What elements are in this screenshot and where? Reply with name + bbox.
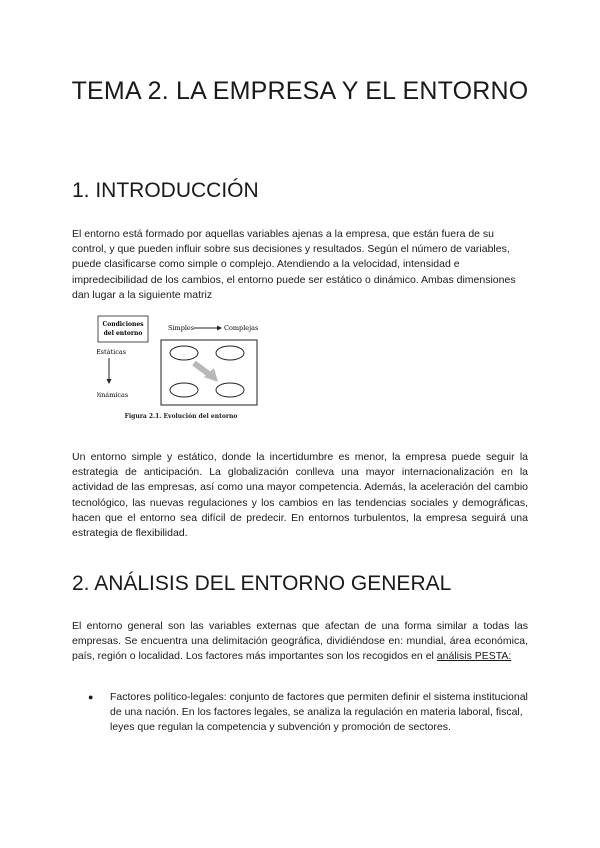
conditions-label-line1: Condiciones xyxy=(102,321,144,328)
simple-label: Simples xyxy=(168,324,195,332)
bullet-icon: ● xyxy=(88,692,94,702)
intro-paragraph: El entorno está formado por aquellas variables ajenas a la empresa, que están fuera de su control, y que pueden influir sobre sus decisiones y resultados. Según el número de variables, puede clasificarse como simple o complejo. Atendiendo a la velocidad, intensidad e impredecibilidad de los cambios, el entorno puede ser estático o dinámico. Ambas dimensiones dan lugar a la siguiente matriz xyxy=(72,228,516,301)
figure-caption: Figura 2.1. Evolución del entorno xyxy=(124,413,238,420)
horizontal-arrow-head xyxy=(217,326,222,331)
cell-complex-dynamic xyxy=(216,383,244,397)
bullet-list xyxy=(88,690,528,736)
cell-simple-dynamic xyxy=(170,383,198,397)
conditions-box xyxy=(98,316,148,342)
complex-label: Complejas xyxy=(224,324,259,332)
section-heading-analisis: 2. ANÁLISIS DEL ENTORNO GENERAL xyxy=(72,572,452,595)
list-item-text: Factores político-legales: conjunto de factores que permiten definir el sistema institucional de una nación. En los factores legales, se analiza la regulación en materia laboral, fiscal, leyes que regulan la competencia y subvención y promoción de sectores. xyxy=(110,691,528,734)
body-paragraph-2-text: El entorno general son las variables externas que afectan de una forma similar a todas las empresas. Se encuentra una delimitación geográfica, dividiéndose en: mundial, área económica, país, región o localidad. Los factores más importantes son los recogidos en el xyxy=(72,620,528,663)
body-paragraph-1: Un entorno simple y estático, donde la incertidumbre es menor, la empresa puede seguir la estrategia de anticipación. La globalización conlleva una mayor internacionalización en la actividad de las empresas, así como una mayor competencia. Además, la aceleración del cambio tecnológico, las nuevas regulaciones y los cambios en las tendencias sociales y demográficas, hacen que el entorno sea difícil de predecir. En entornos turbulentos, la empresa seguirá una estrategia de flexibilidad. xyxy=(72,451,528,540)
dynamic-label: Dinámicas xyxy=(97,391,129,399)
body-paragraph-2 xyxy=(72,619,528,665)
figure-entorno-matrix xyxy=(97,313,265,425)
vertical-arrow-head xyxy=(107,379,112,384)
conditions-label-line2: del entorno xyxy=(103,330,143,337)
cell-simple-static xyxy=(170,346,198,360)
section-heading-introduccion: 1. INTRODUCCIÓN xyxy=(72,179,259,202)
pesta-link: análisis PESTA: xyxy=(436,650,512,663)
static-label: Estáticas xyxy=(97,348,127,356)
evolution-arrow-shaft xyxy=(194,363,210,375)
list-item xyxy=(88,690,528,736)
page-title: TEMA 2. LA EMPRESA Y EL ENTORNO xyxy=(71,77,529,105)
cell-complex-static xyxy=(216,346,244,360)
figure-diagram xyxy=(97,313,265,413)
